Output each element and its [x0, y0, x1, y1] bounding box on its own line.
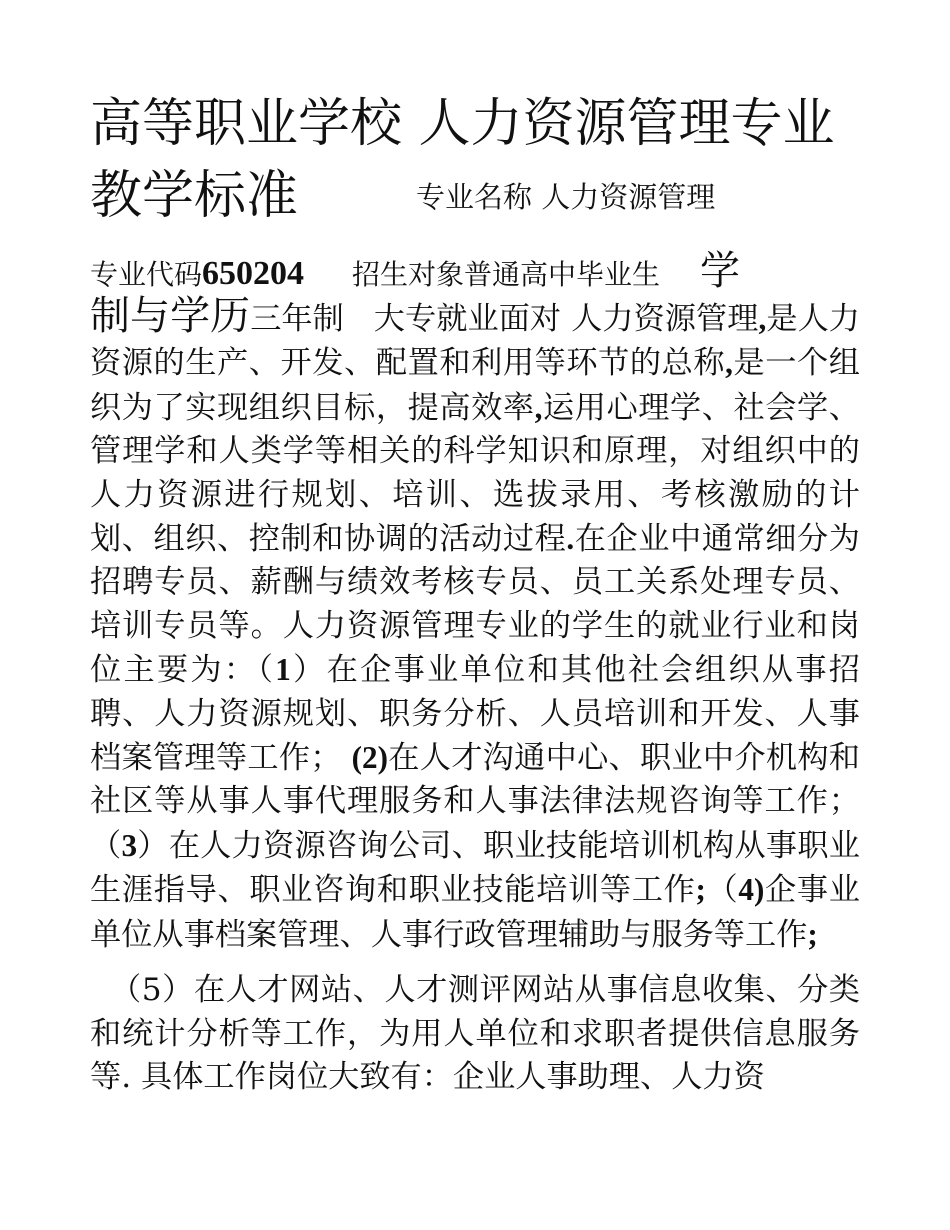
duration: 三年制 — [250, 301, 344, 337]
title-text: 高等职业学校 人力资源管理专业教学标准 — [90, 94, 835, 226]
document-page — [90, 88, 860, 1099]
enroll-target: 招生对象普通高中毕业生 — [352, 258, 661, 291]
xue-char: 学 — [700, 248, 741, 294]
code-value: 650204 — [202, 255, 305, 292]
major-info-line — [90, 248, 860, 295]
main-paragraph: 制与学历三年制 大专就业面对 人力资源管理,是人力资源的生产、开发、配置和利用等环节的总称,是一个组织为了实现组织目标，提高效率,运用心理学、社会学、管理学和人类学等相关的科学知识和原理，对组织中的人力资源进行规划、培训、选拔录用、考核激励的计划、组织、控制和协调的活动过程.在企业中通常细分为招聘专员、薪酬与绩效考核专员、员工关系处理专员、培训专员等。人力资源管理专业的学生的就业行业和岗位主要为：（1）在企事业单位和其他社会组织从事招聘、人力资源规划、职务分析、人员培训和开发、人事档案管理等工作； (2)在人才沟通中心、职业中介机构和社区等从事人事代理服务和人事法律法规咨询等工作；（3）在人力资源咨询公司、职业技能培训机构从事职业生涯指导、职业咨询和职业技能培训等工作;（4)企事业单位从事档案管理、人事行政管理辅助与服务等工作; — [90, 293, 860, 953]
level-intro: 大专就业面对 人力资源管理 — [373, 301, 759, 337]
document-title — [90, 88, 860, 233]
system-label: 制与学历 — [90, 293, 251, 339]
major-name: 专业名称 人力资源管理 — [416, 180, 716, 214]
code-label: 专业代码 — [90, 258, 203, 291]
second-paragraph: （5）在人才网站、人才测评网站从事信息收集、分类和统计分析等工作，为用人单位和求职者提供信息服务等. 具体工作岗位大致有：企业人事助理、人力资 — [90, 972, 860, 1095]
